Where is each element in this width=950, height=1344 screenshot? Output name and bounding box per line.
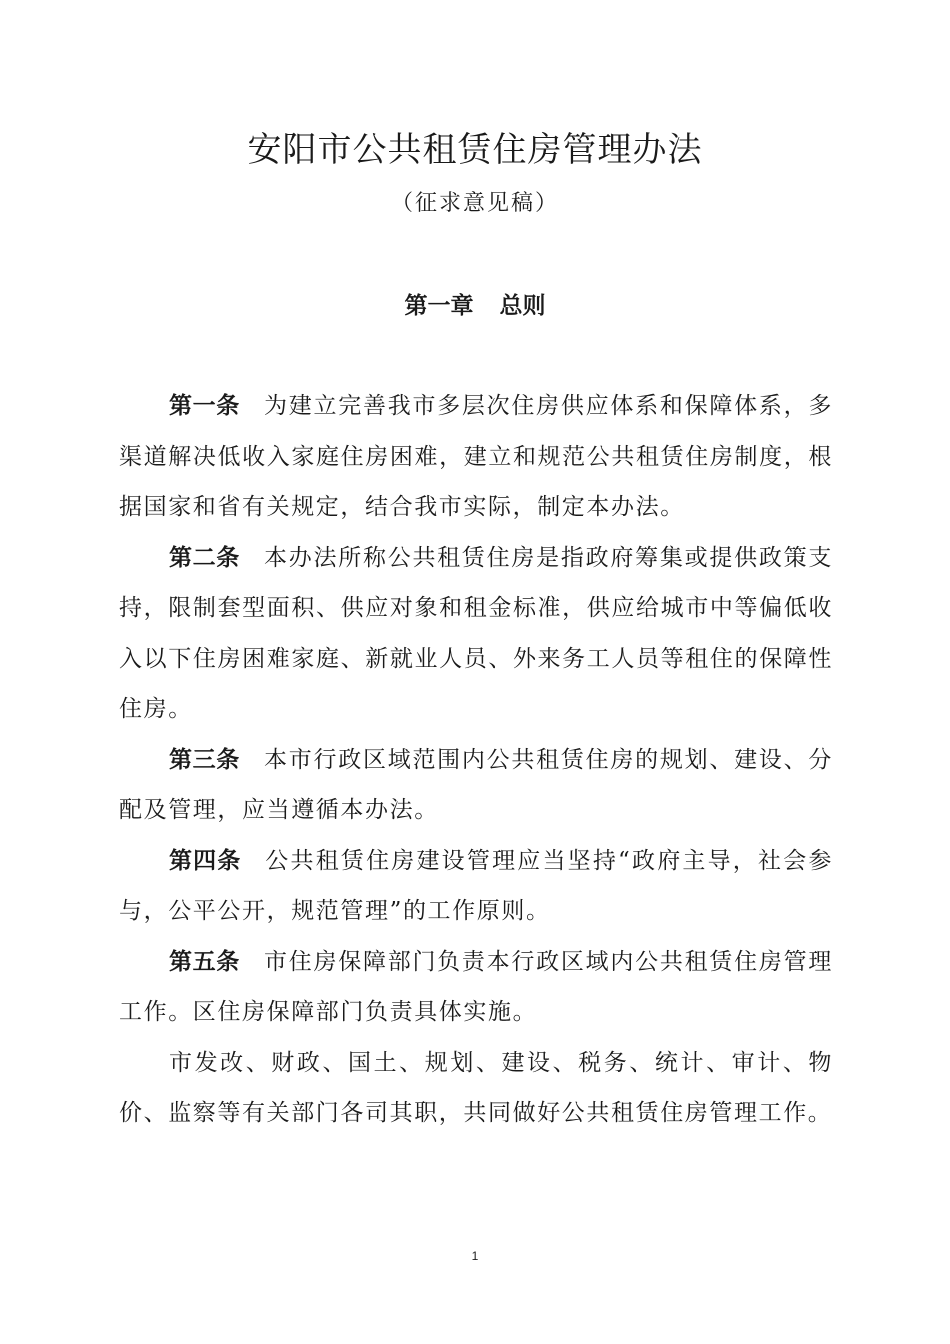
article-number: 第二条 [169,544,240,571]
article-number: 第一条 [169,393,240,419]
page-number: 1 [471,1249,479,1263]
paragraph-text: 市发改、财政、国土、规划、建设、税务、统计、审计、物价、监察等有关部门各司其职，共同做好公共租赁住房管理工作。 [119,1049,833,1126]
article-text: 本市行政区域范围内公共租赁住房的规划、建设、分配及管理，应当遵循本办法。 [119,746,833,823]
article-number: 第五条 [169,948,240,975]
body-paragraph [119,1038,833,1139]
article-text: 公共租赁住房建设管理应当坚持“政府主导，社会参与，公平公开，规范管理”的工作原则。 [119,847,833,924]
article-number: 第三条 [169,746,240,773]
article-paragraph [119,735,833,836]
article-paragraph [119,836,833,937]
article-number: 第四条 [169,847,242,874]
article-paragraph [119,381,833,533]
article-text: 本办法所称公共租赁住房是指政府筹集或提供政策支持，限制套型面积、供应对象和租金标准，供应给城市中等偏低收入以下住房困难家庭、新就业人员、外来务工人员等租住的保障性住房。 [119,544,833,722]
article-text: 市住房保障部门负责本行政区域内公共租赁住房管理工作。区住房保障部门负责具体实施。 [119,948,833,1025]
document-body [119,381,833,1139]
chapter-number: 第一章 [404,293,474,319]
document-subtitle: （征求意见稿） [390,191,559,216]
article-paragraph [119,937,833,1038]
chapter-heading [0,287,950,320]
document-title: 安阳市公共租赁住房管理办法 [247,130,703,170]
article-paragraph [119,533,833,735]
chapter-name: 总则 [499,293,546,319]
article-text: 为建立完善我市多层次住房供应体系和保障体系，多渠道解决低收入家庭住房困难，建立和规范公共租赁住房制度，根据国家和省有关规定，结合我市实际，制定本办法。 [119,393,833,520]
